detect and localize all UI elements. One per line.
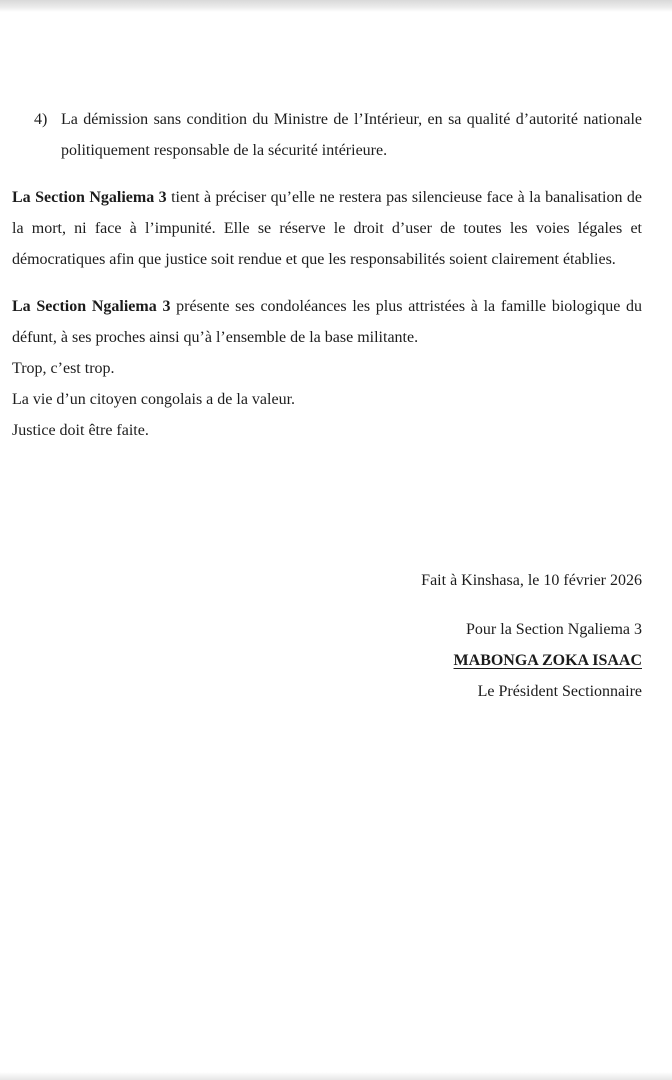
- paragraph-condolences: [12, 291, 642, 353]
- page-bottom-edge: [0, 1072, 672, 1080]
- closing-line: Trop, c’est trop.: [12, 360, 115, 377]
- demand-item-text: La démission sans condition du Ministre de l’Intérieur, en sa qualité d’autorité nationale politiquement responsable de la sécurité intérieure.: [61, 111, 642, 159]
- page-top-edge: [0, 0, 672, 12]
- place-date: Fait à Kinshasa, le 10 février 2026: [421, 572, 642, 589]
- closing-line: Justice doit être faite.: [12, 422, 149, 439]
- closing-line: La vie d’un citoyen congolais a de la valeur.: [12, 391, 296, 408]
- paragraph-position-text: tient à préciser qu’elle ne restera pas silencieuse face à la banalisation de la mort, ni face à l’impunité. Elle se réserve le droit d’user de toutes les voies légales et démocratiques afin que justice soit rendue et que les responsabilités soient clairement établies.: [12, 189, 642, 268]
- signature-block: [421, 565, 642, 707]
- document-body: [12, 104, 642, 446]
- section-name-bold: La Section Ngaliema 3: [12, 298, 171, 315]
- signer-name: MABONGA ZOKA ISAAC: [453, 652, 642, 669]
- demand-item-number: 4): [34, 111, 48, 128]
- section-name-bold: La Section Ngaliema 3: [12, 189, 167, 206]
- paragraph-position: [12, 182, 642, 275]
- signature-for-line: Pour la Section Ngaliema 3: [466, 621, 642, 638]
- paragraph-condolences-text: présente ses condoléances les plus attristées à la famille biologique du défunt, à ses proches ainsi qu’à l’ensemble de la base militante.: [12, 298, 642, 346]
- demand-item-4: [34, 104, 642, 166]
- signer-title: Le Président Sectionnaire: [477, 683, 642, 700]
